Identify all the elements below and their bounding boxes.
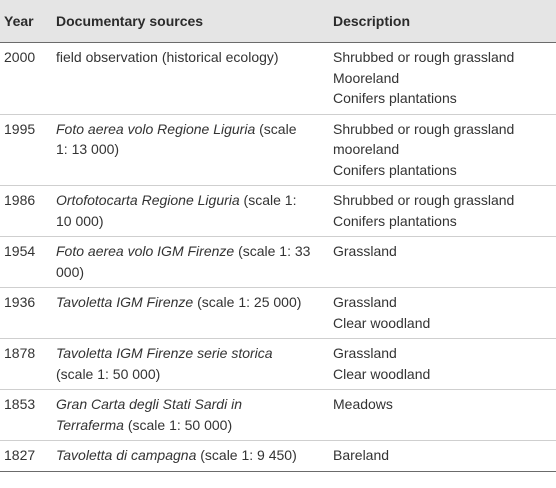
table-row: [0, 237, 556, 288]
header-description: Description: [327, 0, 556, 43]
cell-source: [50, 237, 327, 288]
cell-year: 1878: [0, 339, 50, 390]
description-line: Shrubbed or rough grassland: [333, 120, 515, 137]
cell-source: [50, 390, 327, 441]
table-row: [0, 441, 556, 472]
cell-year: 1954: [0, 237, 50, 288]
table-header: [0, 0, 556, 43]
cell-description: [327, 288, 556, 339]
description-line: Grassland: [333, 294, 397, 310]
table-row: [0, 43, 556, 115]
table-row: [0, 288, 556, 339]
source-detail: (scale 1: 25 000): [193, 294, 302, 310]
description-line: Clear woodland: [333, 365, 431, 382]
cell-source: [50, 441, 327, 472]
source-detail: (scale 1: 33 000): [56, 243, 311, 280]
description-line: Grassland: [333, 243, 397, 259]
description-line: Bareland: [333, 447, 390, 463]
source-detail: (scale 1: 50 000): [123, 416, 233, 433]
cell-year: 1853: [0, 390, 50, 441]
cell-description: [327, 237, 556, 288]
table-row: [0, 339, 556, 390]
description-line: Conifers plantations: [333, 161, 457, 178]
cell-year: 1995: [0, 114, 50, 186]
cell-source: [50, 186, 327, 237]
cell-description: [327, 441, 556, 472]
source-title: Gran Carta degli Stati Sardi in Terraferma: [56, 396, 242, 433]
source-title: Ortofotocarta Regione Liguria: [56, 192, 240, 208]
description-line: mooreland: [333, 141, 400, 157]
table-row: [0, 390, 556, 441]
source-detail: field observation (historical ecology): [56, 49, 279, 65]
description-line: Conifers plantations: [333, 212, 457, 229]
description-line: Shrubbed or rough grassland: [333, 192, 515, 208]
table-row: [0, 114, 556, 186]
source-detail: (scale 1: 50 000): [56, 365, 161, 382]
description-line: Clear woodland: [333, 314, 431, 331]
source-detail: (scale 1: 10 000): [56, 192, 297, 229]
cell-year: 2000: [0, 43, 50, 115]
header-sources: Documentary sources: [50, 0, 327, 43]
cell-source: [50, 43, 327, 115]
source-detail: (scale 1: 13 000): [56, 120, 297, 157]
cell-source: [50, 288, 327, 339]
cell-year: 1986: [0, 186, 50, 237]
cell-description: [327, 114, 556, 186]
table-row: [0, 186, 556, 237]
header-year: Year: [0, 0, 50, 43]
description-line: Grassland: [333, 345, 397, 361]
description-line: Shrubbed or rough grassland: [333, 49, 515, 65]
cell-year: 1936: [0, 288, 50, 339]
cell-year: 1827: [0, 441, 50, 472]
table-body: [0, 43, 556, 472]
source-title: Tavoletta di campagna: [56, 447, 197, 463]
header-row: [0, 0, 556, 43]
description-line: Mooreland: [333, 69, 400, 86]
cell-source: [50, 114, 327, 186]
cell-description: [327, 390, 556, 441]
description-line: Meadows: [333, 396, 393, 412]
cell-description: [327, 186, 556, 237]
source-title: Tavoletta IGM Firenze serie storica: [56, 345, 273, 361]
source-title: Tavoletta IGM Firenze: [56, 294, 194, 310]
source-detail: (scale 1: 9 450): [196, 447, 297, 463]
description-line: Conifers plantations: [333, 90, 457, 106]
cell-source: [50, 339, 327, 390]
cell-description: [327, 339, 556, 390]
source-title: Foto aerea volo IGM Firenze: [56, 243, 235, 259]
cell-description: [327, 43, 556, 115]
source-title: Foto aerea volo Regione Liguria: [56, 120, 256, 137]
